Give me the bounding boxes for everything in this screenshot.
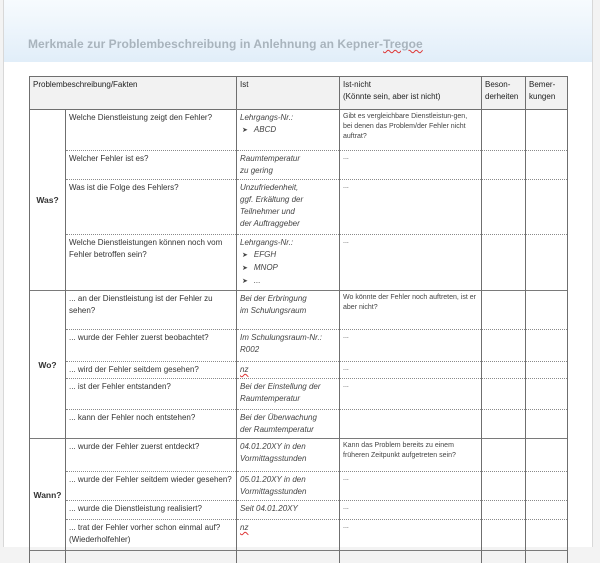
document-title [28, 37, 423, 51]
table-row [30, 330, 568, 362]
cell [340, 551, 482, 563]
bemerkungen-cell[interactable] [526, 362, 568, 379]
table-row [30, 291, 568, 330]
question-cell[interactable]: ... wurde der Fehler seitdem wieder gesehen? [66, 472, 237, 501]
besonderheiten-cell[interactable] [482, 151, 526, 180]
ist-nicht-cell[interactable]: ... [340, 180, 482, 235]
besonderheiten-cell[interactable] [482, 501, 526, 520]
question-cell[interactable]: ... wurde der Fehler zuerst entdeckt? [66, 439, 237, 472]
header-ist: Ist [237, 77, 340, 110]
besonderheiten-cell[interactable] [482, 291, 526, 330]
question-cell[interactable]: ... wurde der Fehler zuerst beobachtet? [66, 330, 237, 362]
question-cell[interactable]: Welcher Fehler ist es? [66, 151, 237, 180]
header-bemerkungen: Bemer- kungen [526, 77, 568, 110]
bemerkungen-cell[interactable] [526, 110, 568, 151]
title-banner [4, 0, 592, 62]
besonderheiten-cell[interactable] [482, 362, 526, 379]
table-row [30, 235, 568, 291]
header-ist-nicht: Ist-nicht (Könnte sein, aber ist nicht) [340, 77, 482, 110]
besonderheiten-cell[interactable] [482, 472, 526, 501]
ist-cell[interactable]: nz [237, 520, 340, 551]
ist-nicht-cell[interactable]: ... [340, 520, 482, 551]
ist-nicht-cell[interactable]: Kann das Problem bereits zu einem früheren Zeitpunkt aufgetreten sein? [340, 439, 482, 472]
category-was: Was? [30, 110, 66, 291]
ist-nicht-cell[interactable]: Wo könnte der Fehler noch auftreten, ist er aber nicht? [340, 291, 482, 330]
ist-cell[interactable]: Lehrgangs-Nr.: ➤ ABCD [237, 110, 340, 151]
ist-cell[interactable]: Im Schulungsraum-Nr.: R002 [237, 330, 340, 362]
besonderheiten-cell[interactable] [482, 379, 526, 410]
besonderheiten-cell[interactable] [482, 180, 526, 235]
bemerkungen-cell[interactable] [526, 291, 568, 330]
ist-cell[interactable]: Unzufriedenheit, ggf. Erkältung der Teilnehmer und der Auftraggeber [237, 180, 340, 235]
table-row [30, 110, 568, 151]
table-row [30, 151, 568, 180]
bemerkungen-cell[interactable] [526, 501, 568, 520]
bemerkungen-cell[interactable] [526, 410, 568, 439]
question-cell[interactable]: ... wird der Fehler seitdem gesehen? [66, 362, 237, 379]
besonderheiten-cell[interactable] [482, 410, 526, 439]
cell [526, 551, 568, 563]
ist-cell[interactable]: 04.01.20XY in den Vormittagsstunden [237, 439, 340, 472]
table-row [30, 520, 568, 551]
bemerkungen-cell[interactable] [526, 439, 568, 472]
table-row [30, 410, 568, 439]
ist-cell[interactable]: Bei der Einstellung der Raumtemperatur [237, 379, 340, 410]
table-row [30, 472, 568, 501]
category-wann: Wann? [30, 439, 66, 551]
ist-nicht-cell[interactable]: ... [340, 235, 482, 291]
ist-nicht-cell[interactable]: ... [340, 330, 482, 362]
besonderheiten-cell[interactable] [482, 439, 526, 472]
bemerkungen-cell[interactable] [526, 151, 568, 180]
question-cell[interactable]: ... ist der Fehler entstanden? [66, 379, 237, 410]
title-spellcheck-word: Tregoe [383, 37, 423, 51]
ist-cell[interactable]: Lehrgangs-Nr.: ➤ EFGH ➤ MNOP ➤ ... [237, 235, 340, 291]
ist-nicht-cell[interactable]: ... [340, 501, 482, 520]
ist-cell[interactable]: Raumtemperatur zu gering [237, 151, 340, 180]
ist-nicht-cell[interactable] [340, 410, 482, 439]
question-cell[interactable]: Welche Dienstleistung zeigt den Fehler? [66, 110, 237, 151]
cell [237, 551, 340, 563]
bemerkungen-cell[interactable] [526, 180, 568, 235]
besonderheiten-cell[interactable] [482, 110, 526, 151]
besonderheiten-cell[interactable] [482, 235, 526, 291]
table-row [30, 180, 568, 235]
question-cell[interactable]: ... kann der Fehler noch entstehen? [66, 410, 237, 439]
ist-nicht-cell[interactable]: ... [340, 151, 482, 180]
ist-cell[interactable]: nz [237, 362, 340, 379]
question-cell[interactable]: ... wurde die Dienstleistung realisiert? [66, 501, 237, 520]
bemerkungen-cell[interactable] [526, 235, 568, 291]
question-cell[interactable]: Was ist die Folge des Fehlers? [66, 180, 237, 235]
besonderheiten-cell[interactable] [482, 330, 526, 362]
category-wo: Wo? [30, 291, 66, 439]
bemerkungen-cell[interactable] [526, 520, 568, 551]
besonderheiten-cell[interactable] [482, 520, 526, 551]
bemerkungen-cell[interactable] [526, 472, 568, 501]
header-fakten: Problembeschreibung/Fakten [30, 77, 237, 110]
ist-nicht-cell[interactable]: Gibt es vergleichbare Dienstleistun-gen, bei denen das Problem/der Fehler nicht auftrat? [340, 110, 482, 151]
cell [66, 551, 237, 563]
ist-cell[interactable]: Bei der Erbringung im Schulungsraum [237, 291, 340, 330]
cell [482, 551, 526, 563]
ist-cell[interactable]: 05.01.20XY in den Vormittagsstunden [237, 472, 340, 501]
ist-nicht-cell[interactable]: ... [340, 472, 482, 501]
bemerkungen-cell[interactable] [526, 330, 568, 362]
header-besonderheiten: Beson- derheiten [482, 77, 526, 110]
table-row [30, 439, 568, 472]
cell [30, 551, 66, 563]
table-row [30, 501, 568, 520]
table-row-next-partial [30, 551, 568, 563]
table-row [30, 362, 568, 379]
problem-description-table [29, 76, 568, 563]
ist-nicht-cell[interactable]: ... [340, 362, 482, 379]
table-row [30, 379, 568, 410]
ist-nicht-cell[interactable]: ... [340, 379, 482, 410]
ist-cell[interactable]: Bei der Überwachung der Raumtemperatur [237, 410, 340, 439]
title-text: Merkmale zur Problembeschreibung in Anlehnung an Kepner- [28, 37, 383, 51]
question-cell[interactable]: Welche Dienstleistungen können noch vom Fehler betroffen sein? [66, 235, 237, 291]
bemerkungen-cell[interactable] [526, 379, 568, 410]
table-header-row [30, 77, 568, 110]
question-cell[interactable]: ... trat der Fehler vorher schon einmal auf? (Wiederholfehler) [66, 520, 237, 551]
ist-cell[interactable]: Seit 04.01.20XY [237, 501, 340, 520]
question-cell[interactable]: ... an der Dienstleistung ist der Fehler zu sehen? [66, 291, 237, 330]
